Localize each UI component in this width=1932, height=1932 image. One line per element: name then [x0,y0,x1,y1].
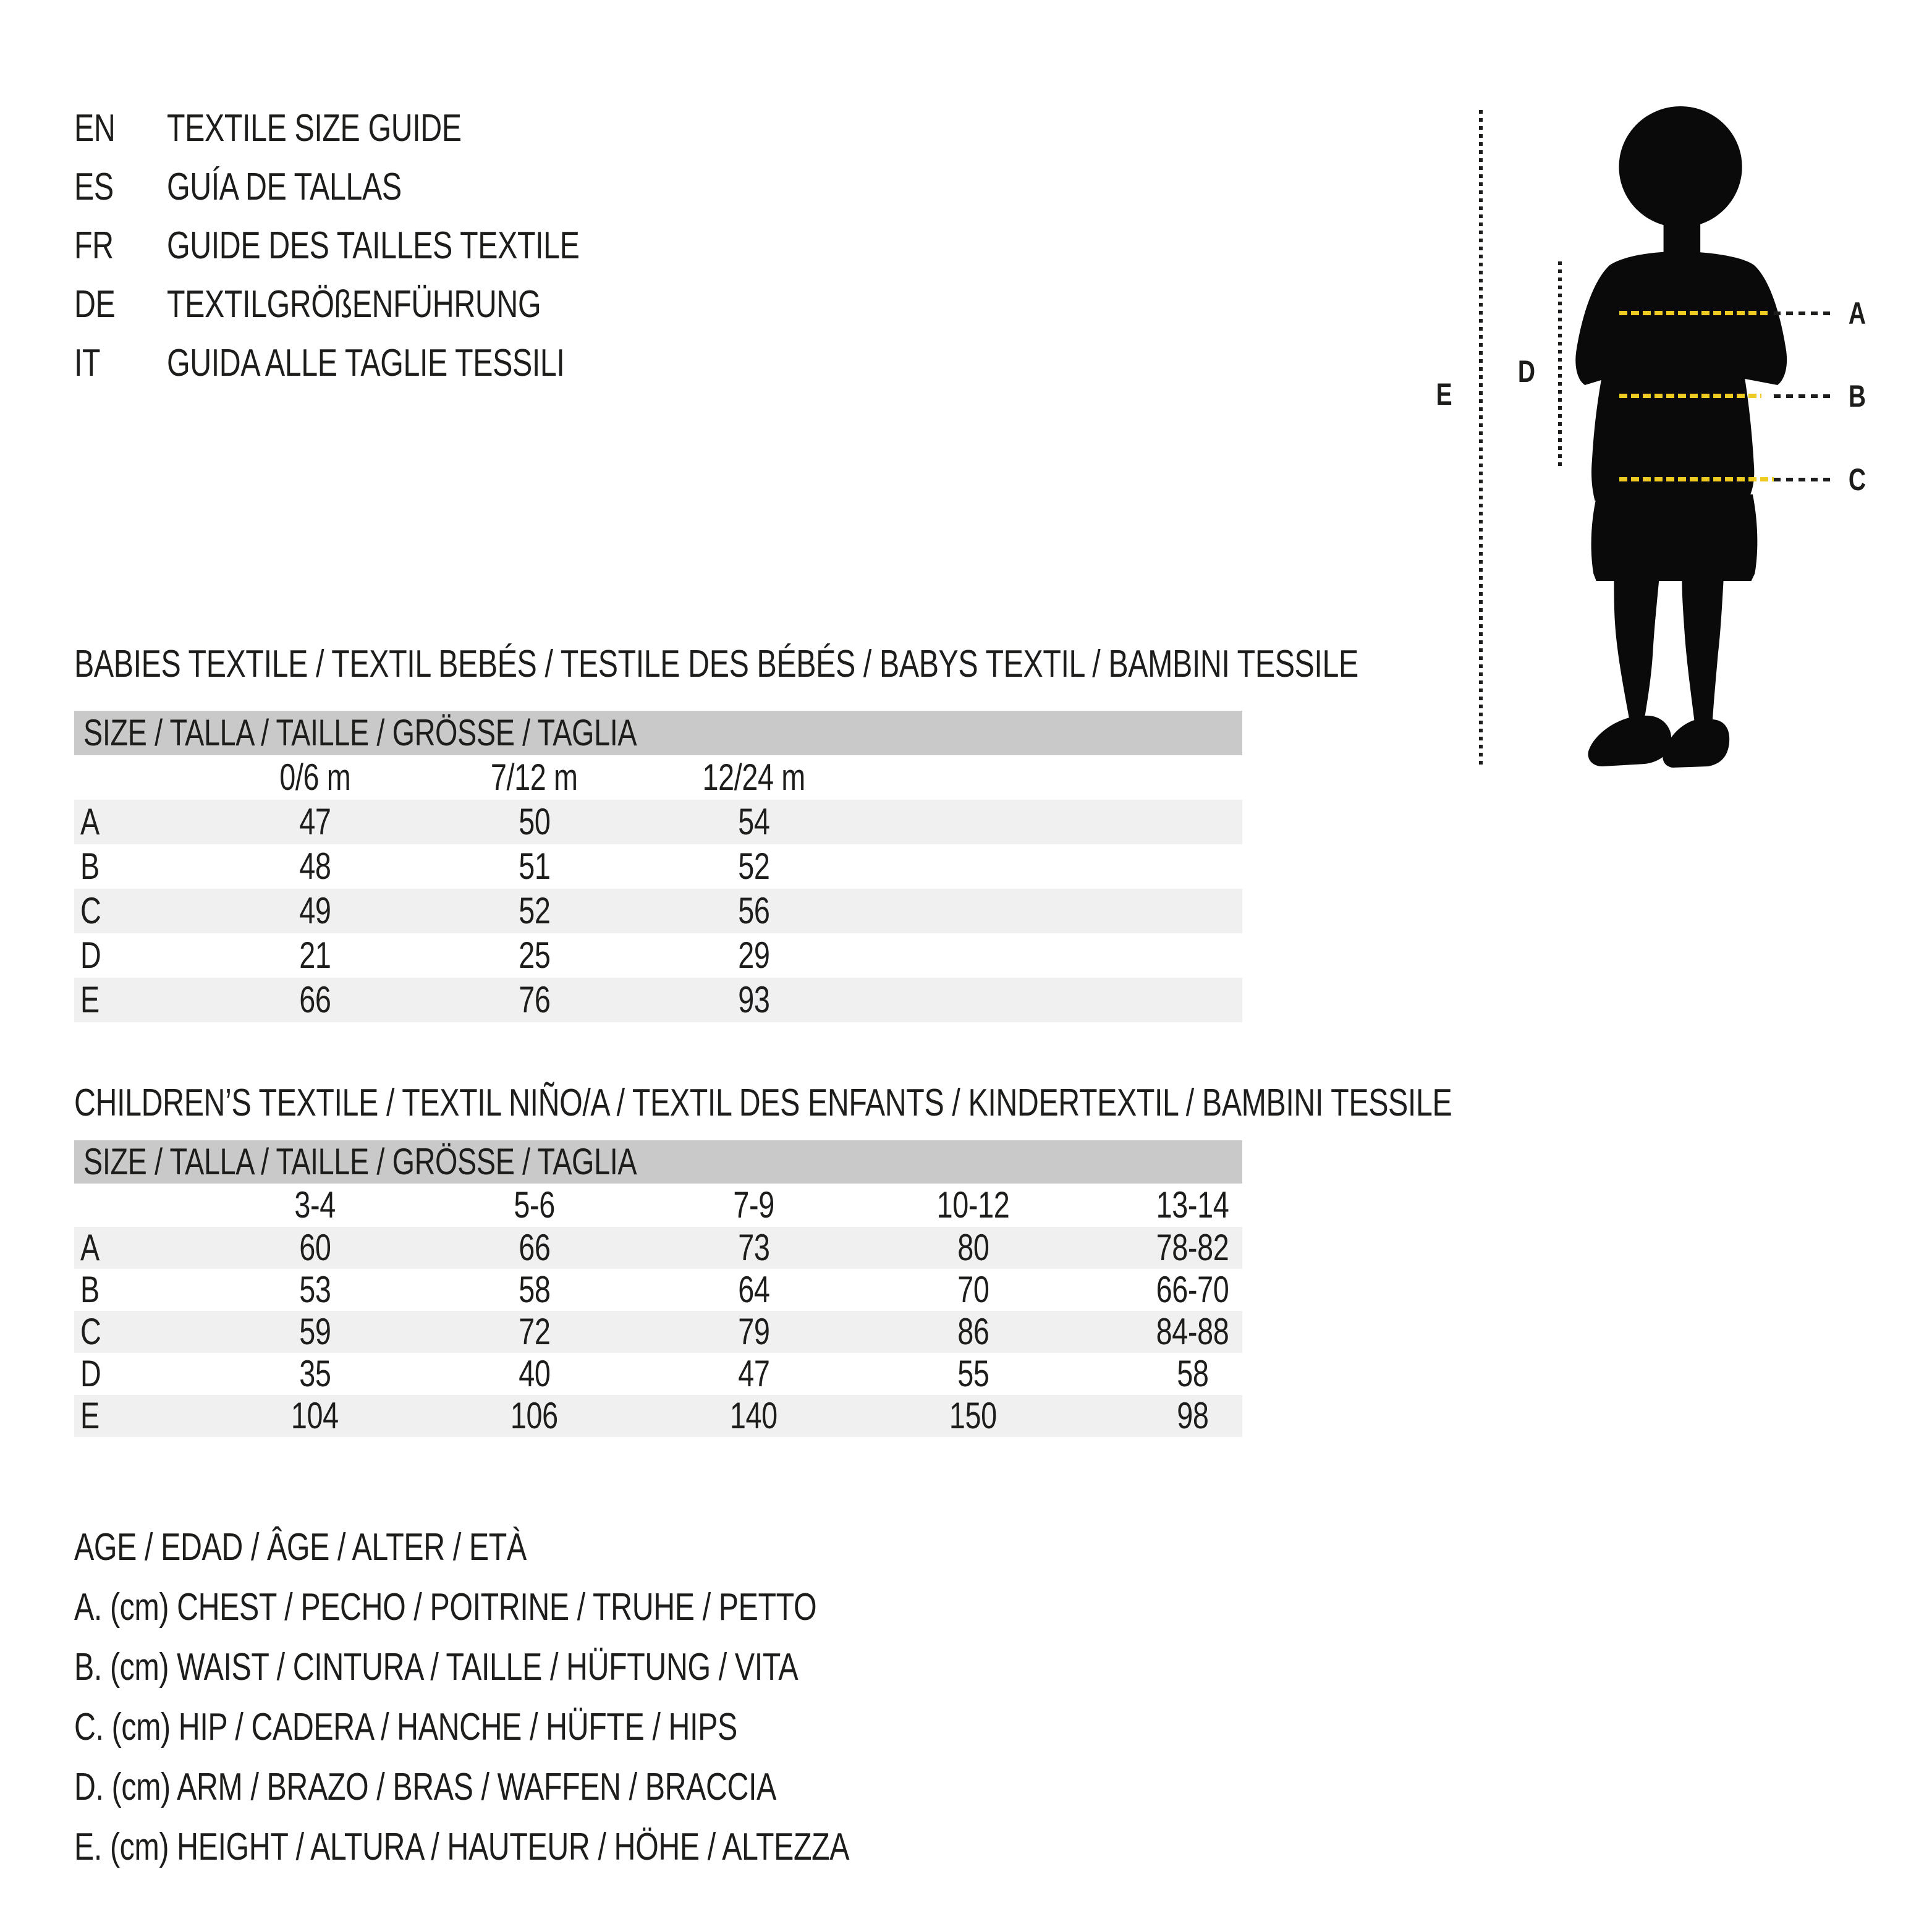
language-row-en [74,99,696,158]
table-cell: 21 [299,934,331,976]
row-label: E [80,1395,100,1436]
guide-title-en: TEXTILE SIZE GUIDE [167,107,462,150]
language-row-it [74,334,696,392]
table-cell: 64 [737,1269,770,1310]
silhouette-left-shoe [1588,716,1672,766]
table-cell: 76 [518,979,551,1020]
table-cell: 40 [518,1353,551,1394]
table-cell: 58 [1176,1353,1209,1394]
language-code: DE [74,283,116,326]
language-row-fr [74,216,696,275]
table-cell: 73 [737,1227,770,1268]
measure-label-e: E [1436,377,1452,412]
children-size-table [74,1140,1242,1437]
silhouette-head [1619,106,1742,227]
language-title-list [74,99,696,392]
legend-arm: D. (cm) ARM / BRAZO / BRAS / WAFFEN / BRACCIA [74,1766,777,1808]
language-code: IT [74,342,101,384]
guide-title-es: GUÍA DE TALLAS [167,166,402,208]
language-code: ES [74,166,114,208]
table-cell: 47 [299,801,331,842]
table-cell: 47 [737,1353,770,1394]
column-header: 13-14 [1156,1184,1229,1226]
table-cell: 25 [518,934,551,976]
table-cell: 80 [957,1227,989,1268]
measurement-legend [74,1517,1068,1877]
table-row [74,933,1242,978]
table-cell: 78-82 [1156,1227,1229,1268]
measure-label-c: C [1849,462,1866,497]
table-cell: 104 [291,1395,339,1436]
table-cell: 79 [737,1311,770,1352]
column-header: 0/6 m [279,756,351,798]
table-row [74,844,1242,889]
guide-title-it: GUIDA ALLE TAGLIE TESSILI [167,342,565,384]
column-header: 3-4 [294,1184,336,1226]
table-cell: 55 [957,1353,989,1394]
guide-title-fr: GUIDE DES TAILLES TEXTILE [167,224,580,267]
silhouette-neck [1664,211,1701,255]
table-cell: 58 [518,1269,551,1310]
table-cell: 86 [957,1311,989,1352]
table-cell: 52 [737,845,770,887]
measure-label-a: A [1849,296,1866,331]
children-column-header-row [74,1184,1242,1227]
babies-column-header-row [74,755,1242,800]
table-cell: 72 [518,1311,551,1352]
table-cell: 52 [518,890,551,931]
column-header: 12/24 m [702,756,805,798]
row-label: B [80,845,100,887]
language-row-es [74,158,696,216]
legend-age: AGE / EDAD / ÂGE / ALTER / ETÀ [74,1526,527,1569]
table-row [74,1311,1242,1353]
babies-size-table [74,711,1242,1022]
hip-leader-line [1774,478,1836,481]
table-row [74,1269,1242,1311]
language-code: EN [74,107,116,150]
row-label: B [80,1269,100,1310]
table-cell: 66-70 [1156,1269,1229,1310]
column-header: 7/12 m [491,756,578,798]
table-cell: 29 [737,934,770,976]
table-cell: 150 [949,1395,997,1436]
table-cell: 49 [299,890,331,931]
measurement-figure [1409,93,1932,810]
row-label: A [80,1227,100,1268]
table-row [74,889,1242,933]
table-cell: 54 [737,801,770,842]
table-cell: 84-88 [1156,1311,1229,1352]
measure-label-d: D [1518,354,1535,389]
row-label: D [80,1353,101,1394]
column-header: 7-9 [733,1184,774,1226]
table-cell: 66 [518,1227,551,1268]
row-label: D [80,934,101,976]
arm-dotted-line-d [1558,261,1562,470]
row-label: E [80,979,100,1020]
table-cell: 56 [737,890,770,931]
table-cell: 70 [957,1269,989,1310]
children-section-title: CHILDREN’S TEXTILE / TEXTIL NIÑO/A / TEXTIL DES ENFANTS / KINDERTEXTIL / BAMBINI TESSILE [74,1082,1452,1124]
table-row [74,1227,1242,1269]
table-cell: 35 [299,1353,331,1394]
table-cell: 66 [299,979,331,1020]
table-row [74,800,1242,844]
hip-measure-line-yellow [1619,477,1774,481]
row-label: A [80,801,100,842]
measure-label-b: B [1849,379,1866,413]
waist-measure-line-yellow [1619,394,1761,398]
table-cell: 48 [299,845,331,887]
legend-waist: B. (cm) WAIST / CINTURA / TAILLE / HÜFTUNG / VITA [74,1646,799,1688]
table-cell: 53 [299,1269,331,1310]
chest-measure-line-yellow [1619,311,1768,315]
table-cell: 106 [511,1395,558,1436]
table-row [74,1395,1242,1437]
babies-section-title: BABIES TEXTILE / TEXTIL BEBÉS / TESTILE DES BÉBÉS / BABYS TEXTIL / BAMBINI TESSILE [74,643,1358,685]
table-cell: 50 [518,801,551,842]
column-header: 10-12 [936,1184,1010,1226]
table-cell: 51 [518,845,551,887]
row-label: C [80,1311,101,1352]
babies-size-header-bar: SIZE / TALLA / TAILLE / GRÖSSE / TAGLIA [74,711,1242,755]
language-row-de [74,275,696,334]
language-code: FR [74,224,114,267]
row-label: C [80,890,101,931]
table-row [74,978,1242,1022]
table-row [74,1353,1242,1395]
table-cell: 98 [1176,1395,1209,1436]
column-header: 5-6 [514,1184,555,1226]
silhouette-shirt [1575,252,1787,501]
legend-hip: C. (cm) HIP / CADERA / HANCHE / HÜFTE / HIPS [74,1706,737,1748]
legend-height: E. (cm) HEIGHT / ALTURA / HAUTEUR / HÖHE / ALTEZZA [74,1826,850,1868]
table-cell: 60 [299,1227,331,1268]
waist-leader-line [1774,394,1836,398]
silhouette-right-shoe [1663,719,1729,768]
chest-leader-line [1774,311,1836,315]
legend-chest: A. (cm) CHEST / PECHO / POITRINE / TRUHE / PETTO [74,1586,817,1629]
table-cell: 93 [737,979,770,1020]
guide-title-de: TEXTILGRÖßENFÜHRUNG [167,283,541,326]
table-cell: 59 [299,1311,331,1352]
silhouette-shorts [1591,494,1758,581]
table-cell: 140 [730,1395,777,1436]
children-size-header-bar: SIZE / TALLA / TAILLE / GRÖSSE / TAGLIA [74,1140,1242,1184]
